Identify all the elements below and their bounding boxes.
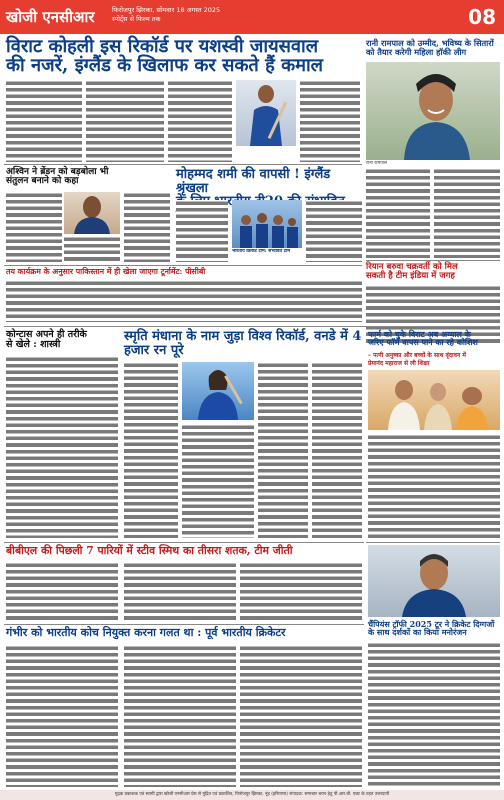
divider <box>4 164 362 165</box>
divider <box>4 624 364 625</box>
pcb-article-text <box>6 280 362 322</box>
shastri-headline-line-1: कोन्टास अपने ही तरीके <box>6 329 87 340</box>
lead-article-text <box>6 80 82 162</box>
rani-headline <box>366 39 500 56</box>
ashwin-headline-line-2: संतुलन बनाने को कहा <box>6 176 79 187</box>
virat-subhead <box>368 352 500 368</box>
team-caption: भारतीय क्रिकेट टीम: संभावित टीम <box>232 249 290 254</box>
footer-imprint: मुद्रक प्रकाशक एवं स्वामी द्वारा खोजी एनसीआर प्रेस से मुद्रित एवं प्रकाशित, फिरोजपुर झिरका, नूंह (हरियाणा) संपादक: समाचार चयन हेतु पी.आर.बी. एक्ट के तहत उत्तरदायी <box>0 790 504 800</box>
gambhir-article-text <box>124 645 236 787</box>
ashwin-article-text <box>6 192 62 262</box>
virat-subhead-line-1: – पत्नी अनुष्का और बच्चों के साथ वृंदावन में <box>368 352 466 359</box>
right-headline-line-1: रियान बरुवा चक्रवर्ती को मिल <box>366 262 458 272</box>
divider <box>4 265 362 266</box>
divider <box>366 260 500 261</box>
gambhir-article-text <box>240 645 362 787</box>
bbl-article-text <box>240 562 362 620</box>
section-text: स्पोर्ट्स से फिल्म तक <box>112 15 161 23</box>
lead-article-text <box>86 80 164 162</box>
ashwin-article-text <box>64 236 120 262</box>
bbl-headline: बीबीएल की पिछली 7 पारियों में स्टीव स्मिथ का तीसरा शतक, टीम जीती <box>6 544 293 557</box>
lead-article-text <box>168 80 232 162</box>
smriti-headline: स्मृति मंधाना के नाम जुड़ा विश्व रिकॉर्ड, वनडे में 4 हजार रन पूरे <box>124 329 362 358</box>
date-text: फिरोजपुर झिरका, सोमवार 18 अगस्त 2025 <box>112 6 221 14</box>
jaiswal-photo <box>236 80 296 146</box>
section-tag: खोजी एनसीआर <box>6 8 95 26</box>
lead-article-text <box>300 80 360 162</box>
rani-headline-line-1: रानी रामपाल को उम्मीद, भविष्य के सितारों <box>366 38 494 48</box>
rani-article-text <box>434 168 500 258</box>
divider <box>4 542 364 543</box>
ct-headline-line-1: चैंपियंस ट्रॉफी 2025 टूर ने क्रिकेट दिग्गजों <box>368 619 495 629</box>
bbl-article-text <box>124 562 236 620</box>
shami-article-text <box>176 200 228 262</box>
ashwin-photo <box>64 192 120 234</box>
rani-article-text <box>366 168 430 258</box>
date-line <box>112 6 220 24</box>
gambhir-photo <box>368 545 500 617</box>
rani-caption: रानी रामपाल <box>366 161 387 166</box>
shami-headline-line-1: मोहम्मद शमी की वापसी ! इंग्लैंड श्रृंखला <box>176 167 331 196</box>
bbl-article-text <box>6 562 118 620</box>
smriti-photo <box>182 362 254 420</box>
ashwin-headline <box>6 168 126 187</box>
smriti-article-text <box>182 424 254 538</box>
gambhir-headline: गंभीर को भारतीय कोच नियुक्त करना गलत था : पूर्व भारतीय क्रिकेटर <box>6 626 286 639</box>
smriti-article-text <box>124 362 178 538</box>
page-number: 08 <box>468 5 496 29</box>
gambhir-article-text <box>6 645 118 787</box>
shastri-headline <box>6 330 116 350</box>
lead-headline <box>6 37 364 75</box>
ct-article-text <box>368 642 500 787</box>
virat-subhead-line-2: प्रेमानंद महाराज से ली शिक्षा <box>368 360 430 367</box>
rani-headline-line-2: को तैयार करेगी महिला हॉकी लीग <box>366 46 467 57</box>
virat-article-text <box>368 434 500 538</box>
divider <box>4 326 500 327</box>
smriti-article-text <box>258 362 308 538</box>
virat-headline-line-1: फार्म को चुके विराट अब अय्याल के <box>368 329 471 339</box>
shami-article-text <box>306 200 362 262</box>
smriti-article-text <box>312 362 362 538</box>
shastri-article-text <box>6 356 118 538</box>
virat-headline-line-2: जरिए फॉर्म वापस पाने का रहे कोशिश <box>368 337 478 348</box>
lead-headline-line-2: की नजरें, इंग्लैंड के खिलाफ कर सकते हैं कमाल <box>6 55 323 77</box>
ashwin-article-text <box>124 192 170 262</box>
team-photo <box>232 200 302 248</box>
ct-headline <box>368 620 500 637</box>
lead-headline-line-1: विराट कोहली इस रिकॉर्ड पर यशस्वी जायसवाल <box>6 36 319 57</box>
ct-headline-line-2: के साथ दर्शकों का किया मनोरंजन <box>368 627 467 638</box>
divider <box>366 542 500 543</box>
rani-photo <box>366 62 500 160</box>
pcb-headline: तय कार्यक्रम के अनुसार पाकिस्तान में ही खेला जाएगा टूर्नामेंट: पीसीबी <box>6 267 206 276</box>
vrindavan-photo <box>368 370 500 430</box>
right-headline <box>366 263 500 281</box>
right-headline-line-2: सकती है टीम इंडिया में जगह <box>366 270 455 281</box>
shastri-headline-line-2: से खेले : शास्त्री <box>6 338 61 350</box>
virat-headline <box>368 330 500 347</box>
ashwin-headline-line-1: अश्विन ने ब्रेंडन को बड़बोला भी <box>6 167 109 177</box>
masthead <box>0 0 504 34</box>
